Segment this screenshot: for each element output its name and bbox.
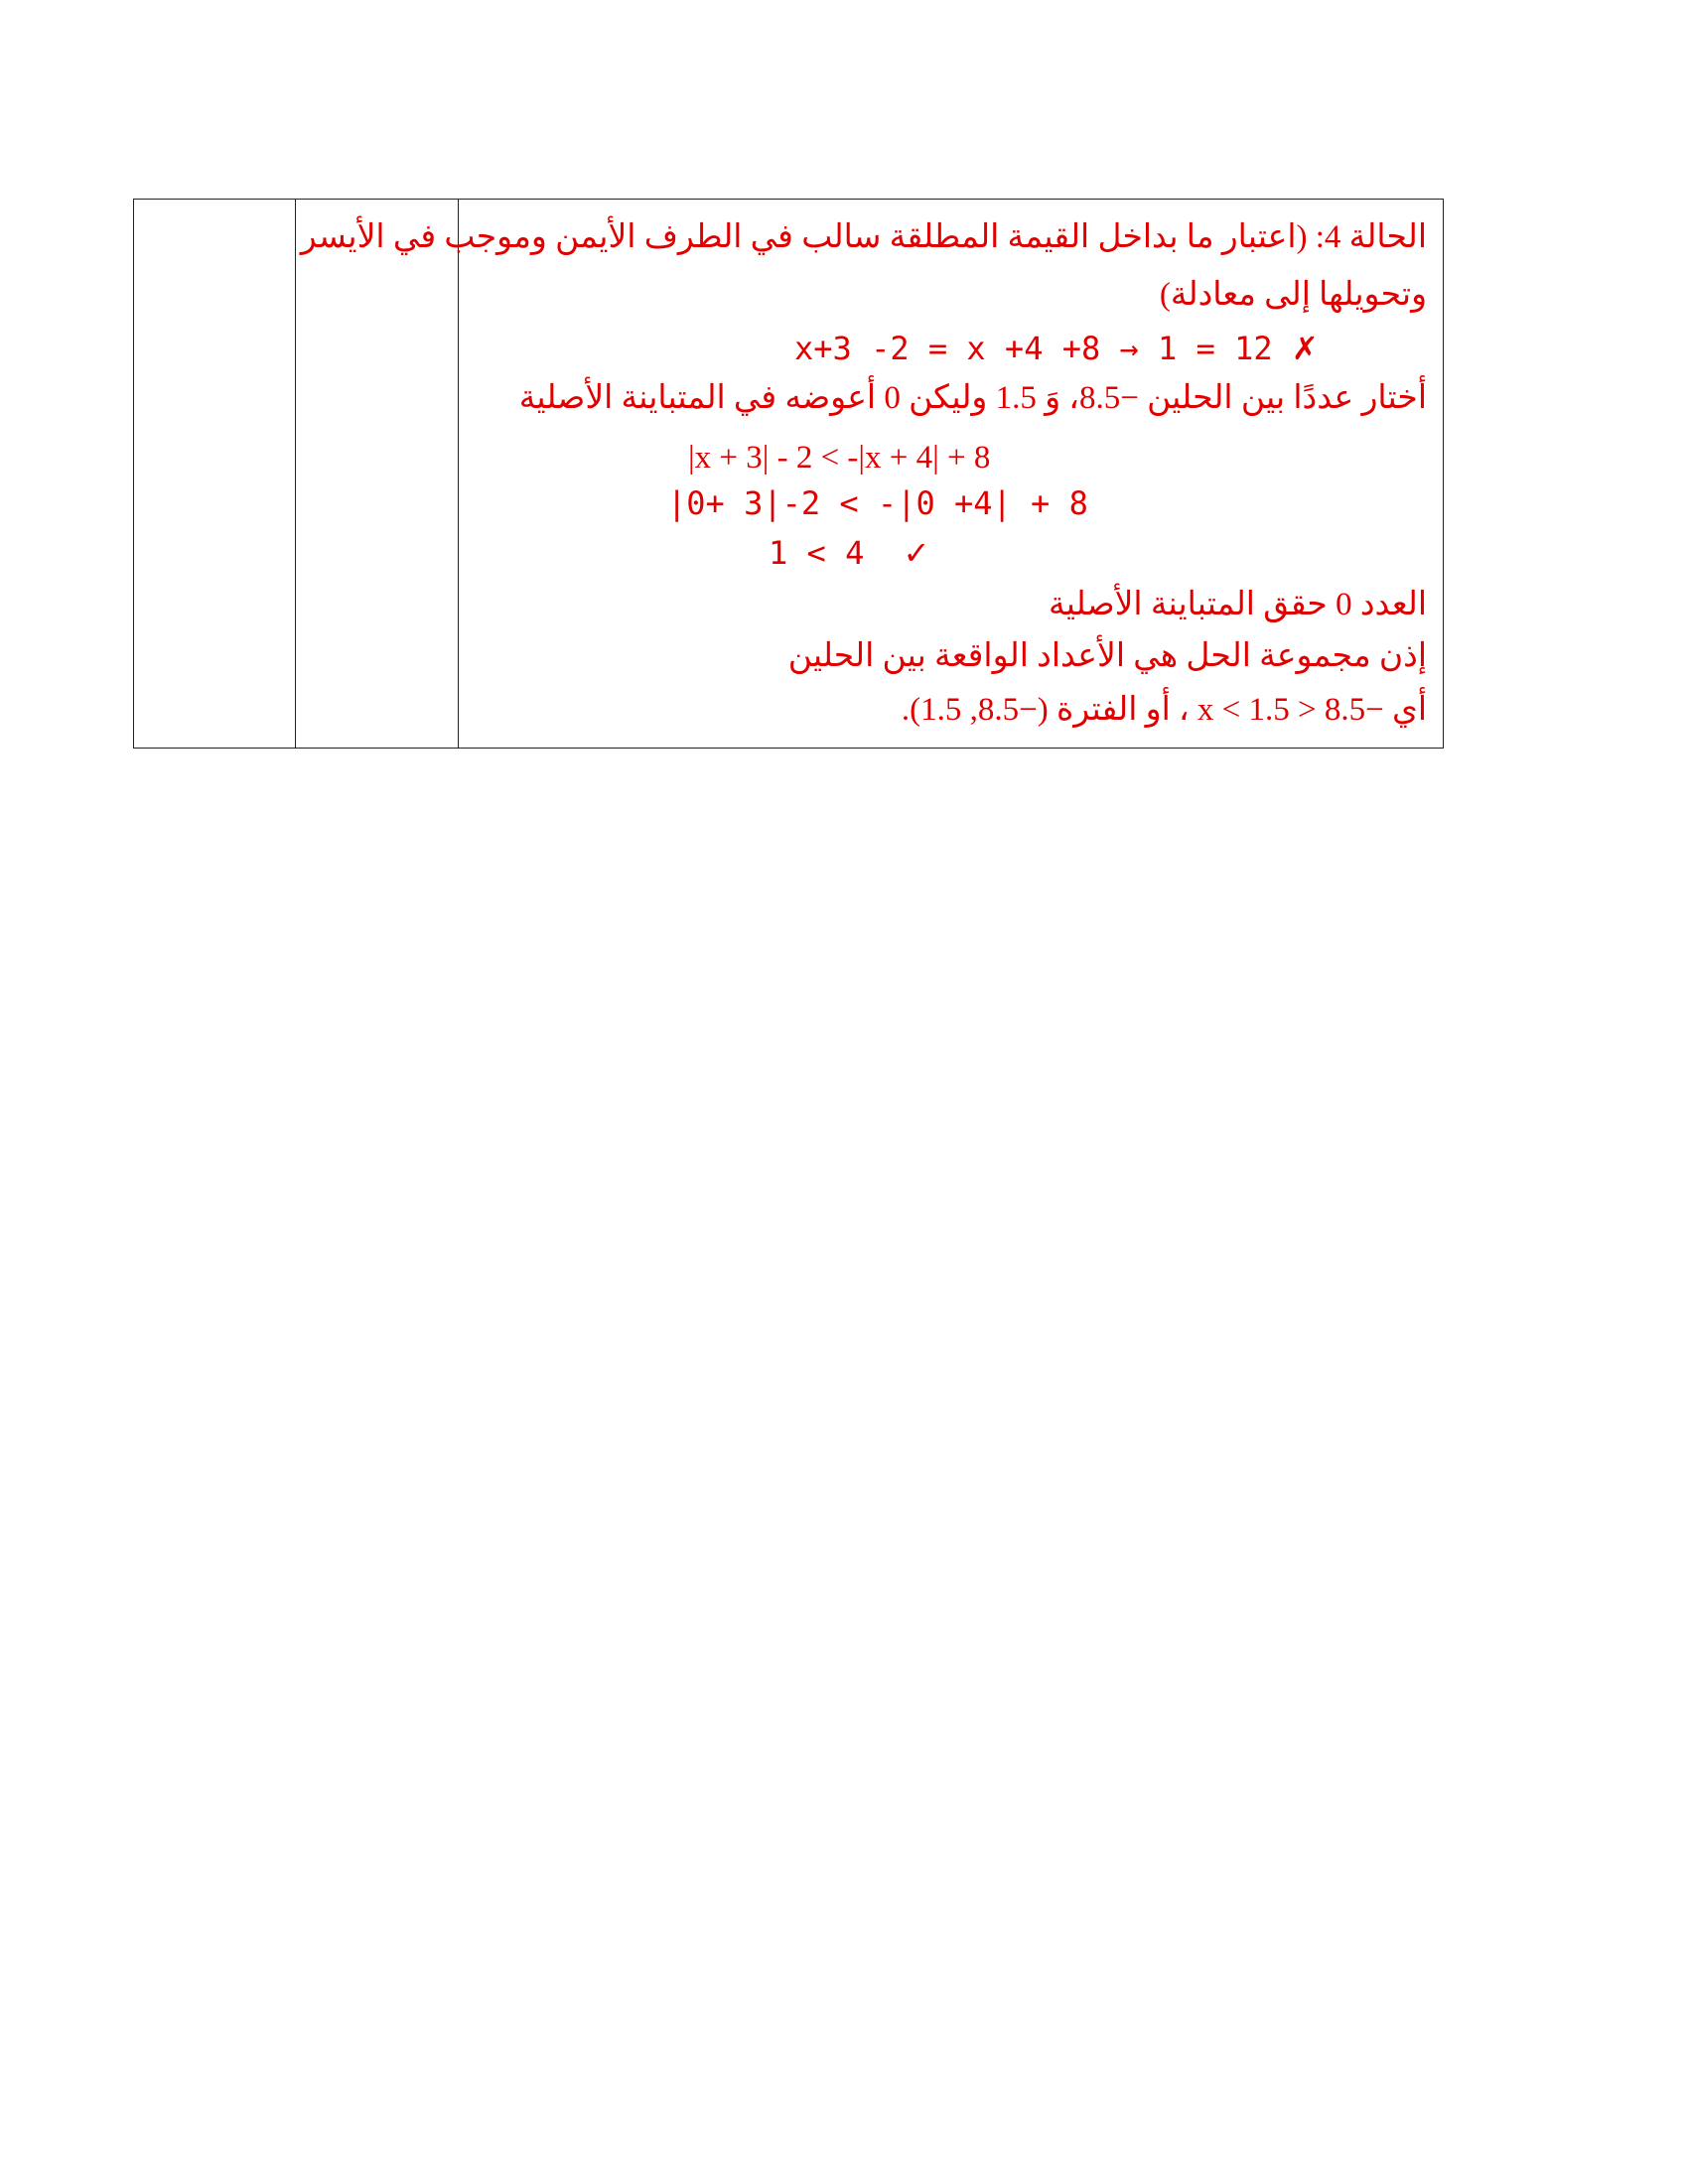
equation-line <box>794 329 1319 368</box>
original-inequality: |x + 3| - 2 < -|x + 4| + 8 <box>688 440 991 476</box>
case-4-cell <box>300 200 1443 748</box>
result: 1 < 4 <box>769 534 865 572</box>
final-answer-text: أي −8.5 < x < 1.5 ، أو الفترة (−8.5, 1.5). <box>901 692 1427 728</box>
substitution-line: |0+ 3|-2 < -|0 +4| + 8 <box>667 484 1088 522</box>
satisfies-text: العدد 0 حقق المتباينة الأصلية <box>1049 587 1427 622</box>
check-mark-icon: ✓ <box>903 534 930 572</box>
choose-number-text: أختار عددًا بين الحلين −8.5، وَ 1.5 وليكن 0 أعوضه في المتباينة الأصلية <box>518 380 1427 416</box>
result-line <box>769 533 929 573</box>
conclusion-text: إذن مجموعة الحل هي الأعداد الواقعة بين الحلين <box>787 638 1427 674</box>
empty-cell-left <box>134 200 296 748</box>
case-heading-line2: وتحويلها إلى معادلة) <box>1159 277 1427 313</box>
solution-table <box>133 199 1444 749</box>
wrong-mark-icon: ✗ <box>1291 330 1319 367</box>
case-heading-line1: الحالة 4: (اعتبار ما بداخل القيمة المطلقة سالب في الطرف الأيمن وموجب في الأيسر <box>300 219 1427 255</box>
equation: x+3 -2 = x +4 +8 → 1 = 12 <box>794 330 1273 367</box>
empty-cell-middle <box>296 200 459 748</box>
